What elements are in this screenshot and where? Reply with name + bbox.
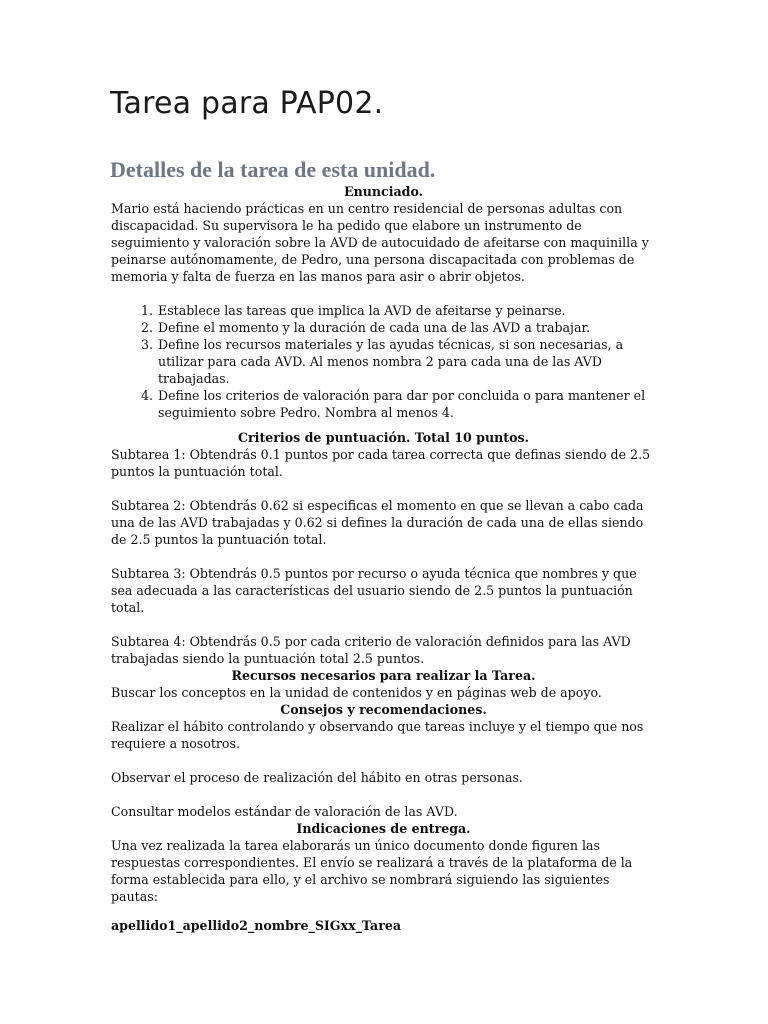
subtask-criterion: Subtarea 3: Obtendrás 0.5 puntos por recurso o ayuda técnica que nombres y que sea adecuada a las características del usuario siendo de 2.5 puntos la puntuación total. — [111, 566, 637, 615]
task-list — [111, 302, 656, 421]
consejo-item: Consultar modelos estándar de valoración de las AVD. — [111, 804, 458, 819]
entrega-text: Una vez realizada la tarea elaborarás un único documento donde figuren las respuestas correspondientes. El envío se realizará a través de la plataforma de la forma establecida para ello, y el archivo se nombrará siguiendo las siguientes pautas: — [111, 838, 633, 904]
criterios-heading: Criterios de puntuación. Total 10 puntos. — [238, 430, 529, 445]
consejo-item: Observar el proceso de realización del hábito en otras personas. — [111, 770, 523, 785]
entrega-heading: Indicaciones de entrega. — [296, 821, 471, 836]
task-list-item: 4. Define los criterios de valoración para dar por concluida o para mantener el seguimiento sobre Pedro. Nombra al menos 4. — [157, 387, 656, 421]
task-body — [111, 183, 656, 934]
subtask-criterion: Subtarea 2: Obtendrás 0.62 si especificas el momento en que se llevan a cabo cada una de las AVD trabajadas y 0.62 si defines la duración de cada una de ellas siendo de 2.5 puntos la puntuación total. — [111, 498, 644, 547]
consejos-heading: Consejos y recomendaciones. — [280, 702, 487, 717]
enunciado-heading: Enunciado. — [343, 184, 424, 199]
section-heading: Detalles de la tarea de esta unidad. — [110, 157, 436, 182]
subtask-criterion: Subtarea 4: Obtendrás 0.5 por cada criterio de valoración definidos para las AVD trabajadas siendo la puntuación total 2.5 puntos. — [111, 634, 631, 666]
document-title: Tarea para PAP02. — [110, 86, 384, 121]
task-list-item: 3. Define los recursos materiales y las ayudas técnicas, si son necesarias, a utilizar para cada AVD. Al menos nombra 2 para cada una de las AVD trabajadas. — [157, 336, 656, 387]
consejo-item: Realizar el hábito controlando y observando que tareas incluye y el tiempo que nos requiere a nosotros. — [111, 719, 644, 751]
recursos-heading: Recursos necesarios para realizar la Tarea. — [231, 668, 536, 683]
subtask-criterion: Subtarea 1: Obtendrás 0.1 puntos por cada tarea correcta que definas siendo de 2.5 puntos la puntuación total. — [111, 447, 651, 479]
enunciado-intro: Mario está haciendo prácticas en un centro residencial de personas adultas con discapacidad. Su supervisora le ha pedido que elabore un instrumento de seguimiento y valoración sobre la AVD de autocuidado de afeitarse con maquinilla y peinarse autónomamente, de Pedro, una persona discapacitada con problemas de memoria y falta de fuerza en las manos para asir o abrir objetos. — [111, 201, 649, 284]
recursos-text: Buscar los conceptos en la unidad de contenidos y en páginas web de apoyo. — [111, 685, 602, 700]
task-list-item: 1. Establece las tareas que implica la AVD de afeitarse y peinarse. — [157, 302, 656, 319]
task-list-item: 2. Define el momento y la duración de cada una de las AVD a trabajar. — [157, 319, 656, 336]
file-name-pattern: apellido1_apellido2_nombre_SIGxx_Tarea — [111, 918, 402, 933]
